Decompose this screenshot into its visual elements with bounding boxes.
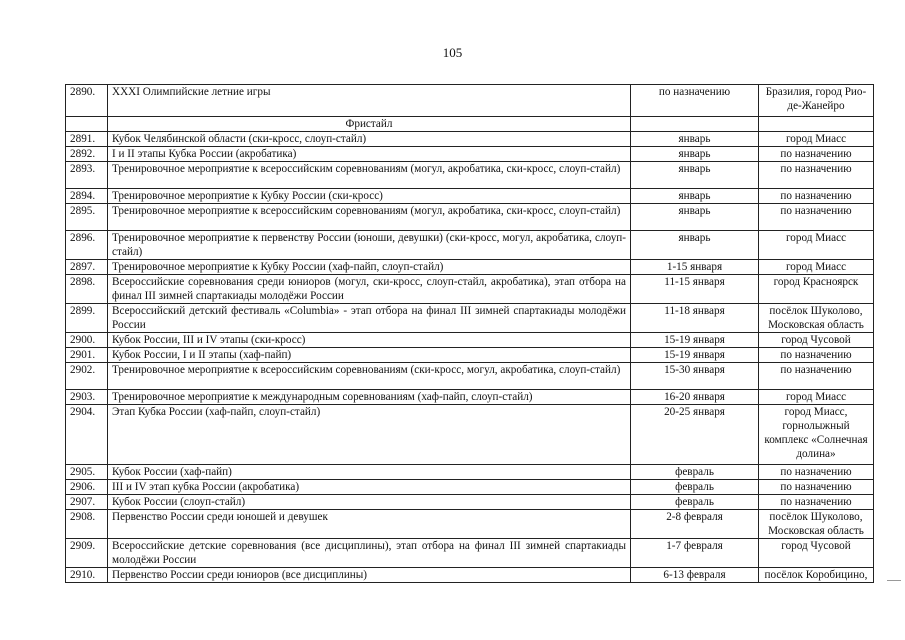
date-cell: 15-19 января bbox=[631, 348, 759, 363]
place-cell: посёлок Шуколово, Московская область bbox=[759, 304, 874, 333]
row-number-cell: 2898. bbox=[66, 275, 108, 304]
event-name-cell: Всероссийские соревнования среди юниоров (могул, ски-кросс, слоуп-стайл, акробатика), этап отбора на финал III зимней спартакиады молодёжи России bbox=[108, 275, 631, 304]
date-cell: 20-25 января bbox=[631, 405, 759, 465]
table-row bbox=[66, 260, 874, 275]
row-number-cell: 2905. bbox=[66, 465, 108, 480]
date-cell: по назначению bbox=[631, 85, 759, 117]
event-name-cell: Тренировочное мероприятие к всероссийским соревнованиям (могул, акробатика, ски-кросс, слоуп-стайл) bbox=[108, 204, 631, 231]
table-row bbox=[66, 480, 874, 495]
table-row bbox=[66, 510, 874, 539]
place-cell: город Миасс bbox=[759, 260, 874, 275]
date-cell: январь bbox=[631, 231, 759, 260]
place-cell bbox=[759, 117, 874, 132]
date-cell: 2-8 февраля bbox=[631, 510, 759, 539]
row-number-cell: 2897. bbox=[66, 260, 108, 275]
event-name-cell: Всероссийский детский фестиваль «Columbia» - этап отбора на финал III зимней спартакиады молодёжи России bbox=[108, 304, 631, 333]
section-title: Фристайл bbox=[108, 117, 631, 132]
place-cell: город Миасс bbox=[759, 231, 874, 260]
place-cell: по назначению bbox=[759, 363, 874, 390]
event-name-cell: I и II этапы Кубка России (акробатика) bbox=[108, 147, 631, 162]
table-row bbox=[66, 333, 874, 348]
row-number-cell: 2907. bbox=[66, 495, 108, 510]
table-row bbox=[66, 132, 874, 147]
event-name-cell: Кубок России, III и IV этапы (ски-кросс) bbox=[108, 333, 631, 348]
event-name-cell: Тренировочное мероприятие к всероссийским соревнованиям (могул, акробатика, ски-кросс, слоуп-стайл) bbox=[108, 162, 631, 189]
date-cell: февраль bbox=[631, 480, 759, 495]
table-row bbox=[66, 275, 874, 304]
row-number-cell: 2895. bbox=[66, 204, 108, 231]
place-cell: город Красноярск bbox=[759, 275, 874, 304]
row-number-cell: 2890. bbox=[66, 85, 108, 117]
table-row bbox=[66, 348, 874, 363]
table-row bbox=[66, 390, 874, 405]
event-name-cell: Тренировочное мероприятие к международным соревнованиям (хаф-пайп, слоуп-стайл) bbox=[108, 390, 631, 405]
section-header-row bbox=[66, 117, 874, 132]
row-number-cell: 2893. bbox=[66, 162, 108, 189]
event-name-cell: Тренировочное мероприятие к Кубку России (хаф-пайп, слоуп-стайл) bbox=[108, 260, 631, 275]
event-name-cell: Тренировочное мероприятие к Кубку России (ски-кросс) bbox=[108, 189, 631, 204]
place-cell: посёлок Шуколово, Московская область bbox=[759, 510, 874, 539]
row-number-cell: 2900. bbox=[66, 333, 108, 348]
date-cell: 1-7 февраля bbox=[631, 539, 759, 568]
event-name-cell: Кубок России, I и II этапы (хаф-пайп) bbox=[108, 348, 631, 363]
table-row bbox=[66, 231, 874, 260]
table-row bbox=[66, 204, 874, 231]
table-row bbox=[66, 85, 874, 117]
place-cell: по назначению bbox=[759, 147, 874, 162]
place-cell: по назначению bbox=[759, 495, 874, 510]
event-name-cell: XXXI Олимпийские летние игры bbox=[108, 85, 631, 117]
event-name-cell: Всероссийские детские соревнования (все дисциплины), этап отбора на финал III зимней спартакиады молодёжи России bbox=[108, 539, 631, 568]
date-cell: 6-13 февраля bbox=[631, 568, 759, 583]
table-row bbox=[66, 162, 874, 189]
row-number-cell: 2899. bbox=[66, 304, 108, 333]
events-table bbox=[65, 84, 874, 583]
row-number-cell: 2892. bbox=[66, 147, 108, 162]
date-cell: 11-18 января bbox=[631, 304, 759, 333]
table-row bbox=[66, 363, 874, 390]
event-name-cell: III и IV этап кубка России (акробатика) bbox=[108, 480, 631, 495]
table-row bbox=[66, 568, 874, 583]
date-cell: февраль bbox=[631, 495, 759, 510]
place-cell: по назначению bbox=[759, 348, 874, 363]
place-cell: город Чусовой bbox=[759, 333, 874, 348]
date-cell: февраль bbox=[631, 465, 759, 480]
date-cell bbox=[631, 117, 759, 132]
date-cell: январь bbox=[631, 204, 759, 231]
place-cell: город Миасс bbox=[759, 132, 874, 147]
table-row bbox=[66, 465, 874, 480]
table-row bbox=[66, 405, 874, 465]
date-cell: 1-15 января bbox=[631, 260, 759, 275]
page-number: 105 bbox=[442, 45, 463, 60]
table-row bbox=[66, 189, 874, 204]
row-number-cell: 2908. bbox=[66, 510, 108, 539]
event-name-cell: Первенство России среди юношей и девушек bbox=[108, 510, 631, 539]
event-name-cell: Этап Кубка России (хаф-пайп, слоуп-стайл) bbox=[108, 405, 631, 465]
page-edge-mark bbox=[887, 580, 901, 581]
date-cell: 15-19 января bbox=[631, 333, 759, 348]
place-cell: по назначению bbox=[759, 162, 874, 189]
table-row bbox=[66, 539, 874, 568]
event-name-cell: Кубок России (хаф-пайп) bbox=[108, 465, 631, 480]
row-number-cell: 2891. bbox=[66, 132, 108, 147]
date-cell: 15-30 января bbox=[631, 363, 759, 390]
event-name-cell: Первенство России среди юниоров (все дисциплины) bbox=[108, 568, 631, 583]
place-cell: город Миасс, горнолыжный комплекс «Солнечная долина» bbox=[759, 405, 874, 465]
place-cell: по назначению bbox=[759, 480, 874, 495]
row-number-cell: 2909. bbox=[66, 539, 108, 568]
event-name-cell: Кубок России (слоуп-стайл) bbox=[108, 495, 631, 510]
table-row bbox=[66, 147, 874, 162]
row-number-cell: 2902. bbox=[66, 363, 108, 390]
place-cell: по назначению bbox=[759, 204, 874, 231]
event-name-cell: Кубок Челябинской области (ски-кросс, слоуп-стайл) bbox=[108, 132, 631, 147]
row-number-cell bbox=[66, 117, 108, 132]
row-number-cell: 2903. bbox=[66, 390, 108, 405]
date-cell: январь bbox=[631, 162, 759, 189]
place-cell: посёлок Коробицино, bbox=[759, 568, 874, 583]
row-number-cell: 2894. bbox=[66, 189, 108, 204]
row-number-cell: 2904. bbox=[66, 405, 108, 465]
place-cell: по назначению bbox=[759, 189, 874, 204]
row-number-cell: 2901. bbox=[66, 348, 108, 363]
date-cell: январь bbox=[631, 147, 759, 162]
place-cell: Бразилия, город Рио-де-Жанейро bbox=[759, 85, 874, 117]
row-number-cell: 2896. bbox=[66, 231, 108, 260]
table-row bbox=[66, 304, 874, 333]
date-cell: 16-20 января bbox=[631, 390, 759, 405]
event-name-cell: Тренировочное мероприятие к всероссийским соревнованиям (ски-кросс, могул, акробатика, слоуп-стайл) bbox=[108, 363, 631, 390]
date-cell: январь bbox=[631, 189, 759, 204]
table-row bbox=[66, 495, 874, 510]
place-cell: по назначению bbox=[759, 465, 874, 480]
date-cell: январь bbox=[631, 132, 759, 147]
row-number-cell: 2910. bbox=[66, 568, 108, 583]
event-name-cell: Тренировочное мероприятие к первенству России (юноши, девушки) (ски-кросс, могул, акробатика, слоуп-стайл) bbox=[108, 231, 631, 260]
row-number-cell: 2906. bbox=[66, 480, 108, 495]
date-cell: 11-15 января bbox=[631, 275, 759, 304]
place-cell: город Миасс bbox=[759, 390, 874, 405]
place-cell: город Чусовой bbox=[759, 539, 874, 568]
